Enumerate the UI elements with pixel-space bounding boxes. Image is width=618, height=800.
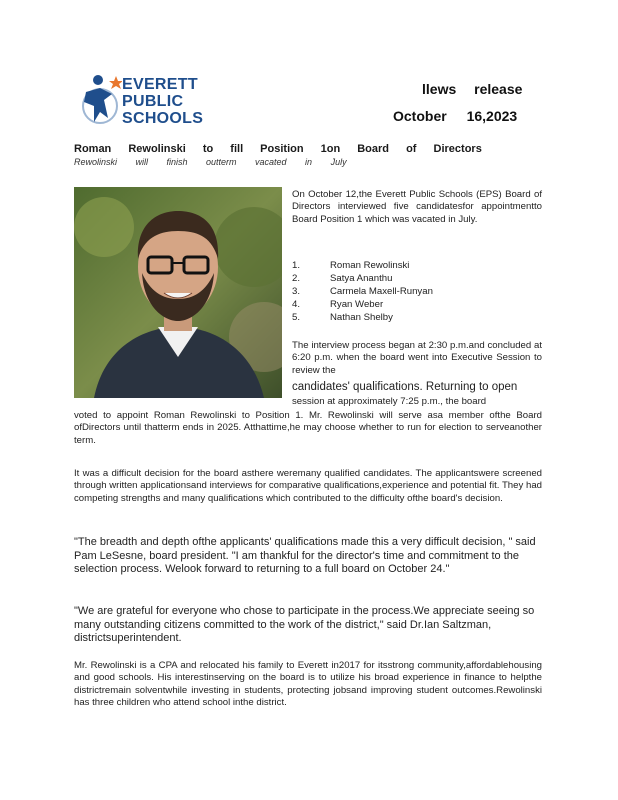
process-paragraph-part2: candidates' qualifications. Returning to open <box>292 381 518 393</box>
logo-wordmark <box>122 76 203 127</box>
process-paragraph-part1: The interview process began at 2:30 p.m.and concluded at 6:20 p.m. when the board went into Executive Session to review the <box>292 340 542 376</box>
bio-paragraph: Mr. Rewolinski is a CPA and relocated his family to Everett in2017 for itsstrong community,affordablehousing and good schools. His interestinserving on the board is to utilize his broad experience in finance to helpthe districtremain solventwhile investing in students, protecting jobsand improving student outcomes.Rewolinski has three children who attend school inthe district. <box>74 660 542 709</box>
list-item <box>292 311 542 324</box>
release-date: October 16,2023 <box>393 108 518 124</box>
candidate-name: Nathan Shelby <box>330 312 393 323</box>
superintendent-quote: "We are grateful for everyone who chose to participate in the process.We appreciate seeing so many outstanding citizens committed to the work of the district," said Dr.Ian Saltzman, districtsuperintendent. <box>74 605 535 644</box>
list-item <box>292 285 542 298</box>
difficulty-paragraph: It was a difficult decision for the board asthere weremany qualified candidates. The applicantswere screened through written applicationsand interviews for comparative qualifications,experience and potential fit. They had competing strengths and many qualifications which contributed to the difficulty ofthe board's decision. <box>74 468 542 504</box>
candidate-name: Carmela Maxell-Runyan <box>330 286 433 297</box>
process-paragraph-part3: session at approximately 7:25 p.m., the board <box>292 396 487 407</box>
list-number: 5. <box>292 312 301 323</box>
president-quote: "The breadth and depth ofthe applicants' qualifications made this a very difficult decision, " said Pam LeSesne, board president. "I am thankful for the director's time and commitment to the selection process. Welook forward to returning to a full board on October 24." <box>74 536 536 575</box>
list-number: 1. <box>292 260 301 271</box>
intro-paragraph: On October 12,the Everett Public Schools (EPS) Board of Directors interviewed five candidatesfor appointmentto Board Position 1 which was vacated in July. <box>292 189 542 225</box>
list-item <box>292 259 542 272</box>
logo-line-2: PUBLIC <box>122 93 184 110</box>
logo-line-1: EVERETT <box>122 76 198 93</box>
news-release-label: llews release <box>422 81 523 97</box>
list-item <box>292 298 542 311</box>
headline: Roman Rewolinski to fill Position 1on Board of Directors <box>74 143 482 155</box>
candidate-name: Ryan Weber <box>330 299 384 310</box>
subheadline: Rewolinski will finish outterm vacated in July <box>74 157 347 167</box>
portrait-photo <box>74 187 282 398</box>
list-number: 4. <box>292 299 301 310</box>
candidate-list <box>292 259 542 324</box>
candidate-name: Satya Ananthu <box>330 273 393 284</box>
district-logo <box>78 72 218 132</box>
list-item <box>292 272 542 285</box>
list-number: 2. <box>292 273 301 284</box>
process-paragraph-part4: voted to appoint Roman Rewolinski to Position 1. Mr. Rewolinski will serve asa member ofthe Board ofDirectors until thatterm ends in 2025. Atthattime,he may choose whether to run for election to serveanother term. <box>74 410 542 446</box>
candidate-name: Roman Rewolinski <box>330 260 410 271</box>
logo-figure-icon <box>78 72 122 132</box>
list-number: 3. <box>292 286 301 297</box>
logo-line-3: SCHOOLS <box>122 110 204 127</box>
